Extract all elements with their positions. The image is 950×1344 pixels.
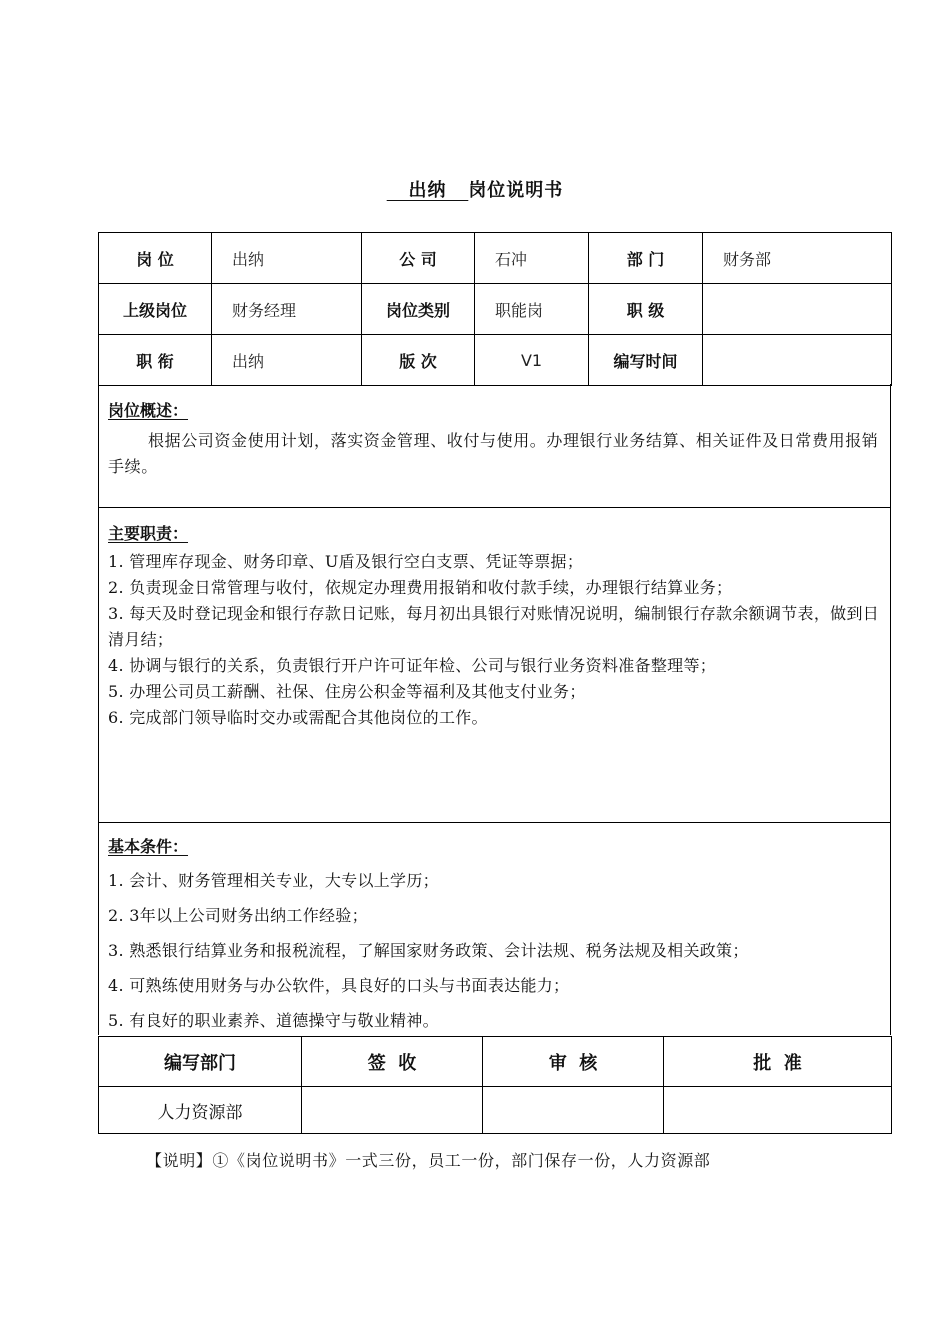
value-grade bbox=[703, 284, 892, 335]
label-position-category: 岗位类别 bbox=[362, 284, 475, 335]
list-item: 2. 3年以上公司财务出纳工作经验； bbox=[108, 906, 368, 925]
overview-section bbox=[98, 384, 891, 508]
signoff-table bbox=[98, 1036, 892, 1134]
footnote: 【说明】①《岗位说明书》一式三份，员工一份，部门保存一份，人力资源部 bbox=[146, 1151, 711, 1170]
header-review: 审 核 bbox=[483, 1037, 664, 1087]
value-department: 财务部 bbox=[703, 233, 892, 284]
duties-heading: 主要职责： bbox=[108, 524, 189, 543]
requirements-heading: 基本条件： bbox=[108, 837, 189, 856]
list-item: 6. 完成部门领导临时交办或需配合其他岗位的工作。 bbox=[108, 708, 488, 727]
list-item: 3. 每天及时登记现金和银行存款日记账，每月初出具银行对账情况说明，编制银行存款余额调节表，做到日清月结； bbox=[108, 604, 880, 649]
list-item: 5. 有良好的职业素养、道德操守与敬业精神。 bbox=[108, 1011, 439, 1030]
value-position-category: 职能岗 bbox=[475, 284, 589, 335]
overview-text: 根据公司资金使用计划，落实资金管理、收付与使用。办理银行业务结算、相关证件及日常费用报销手续。 bbox=[108, 431, 879, 476]
signoff-header-row bbox=[99, 1037, 892, 1087]
value-job-title: 出纳 bbox=[212, 335, 362, 386]
value-written-date bbox=[703, 335, 892, 386]
title-position-name: 出纳 bbox=[408, 180, 447, 201]
requirements-section bbox=[98, 823, 891, 1035]
header-approve: 批 准 bbox=[664, 1037, 892, 1087]
value-approve bbox=[664, 1087, 892, 1134]
list-item: 1. 管理库存现金、财务印章、U盾及银行空白支票、凭证等票据； bbox=[108, 552, 584, 571]
label-grade: 职 级 bbox=[589, 284, 703, 335]
value-company: 石冲 bbox=[475, 233, 589, 284]
list-item: 1. 会计、财务管理相关专业，大专以上学历； bbox=[108, 871, 439, 890]
value-writing-department: 人力资源部 bbox=[99, 1087, 302, 1134]
list-item: 3. 熟悉银行结算业务和报税流程，了解国家财务政策、会计法规、税务法规及相关政策； bbox=[108, 941, 749, 960]
label-department: 部 门 bbox=[589, 233, 703, 284]
label-position: 岗 位 bbox=[99, 233, 212, 284]
list-item: 2. 负责现金日常管理与收付，依规定办理费用报销和收付款手续，办理银行结算业务； bbox=[108, 578, 733, 597]
label-job-title: 职 衔 bbox=[99, 335, 212, 386]
header-writing-department: 编写部门 bbox=[99, 1037, 302, 1087]
label-superior-position: 上级岗位 bbox=[99, 284, 212, 335]
info-row-3 bbox=[99, 335, 892, 386]
signoff-value-row bbox=[99, 1087, 892, 1134]
list-item: 5. 办理公司员工薪酬、社保、住房公积金等福利及其他支付业务； bbox=[108, 682, 586, 701]
list-item: 4. 协调与银行的关系，负责银行开户许可证年检、公司与银行业务资料准备整理等； bbox=[108, 656, 717, 675]
value-version: V1 bbox=[475, 335, 589, 386]
list-item: 4. 可熟练使用财务与办公软件，具良好的口头与书面表达能力； bbox=[108, 976, 570, 995]
header-sign-receipt: 签 收 bbox=[302, 1037, 483, 1087]
document-title bbox=[0, 176, 950, 202]
value-sign-receipt bbox=[302, 1087, 483, 1134]
duties-section bbox=[98, 508, 891, 823]
title-suffix: 岗位说明书 bbox=[468, 180, 564, 201]
label-version: 版 次 bbox=[362, 335, 475, 386]
value-superior-position: 财务经理 bbox=[212, 284, 362, 335]
overview-heading: 岗位概述： bbox=[108, 401, 189, 420]
info-row-1 bbox=[99, 233, 892, 284]
value-position: 出纳 bbox=[212, 233, 362, 284]
position-info-table bbox=[98, 232, 892, 386]
value-review bbox=[483, 1087, 664, 1134]
info-row-2 bbox=[99, 284, 892, 335]
label-company: 公 司 bbox=[362, 233, 475, 284]
label-written-date: 编写时间 bbox=[589, 335, 703, 386]
